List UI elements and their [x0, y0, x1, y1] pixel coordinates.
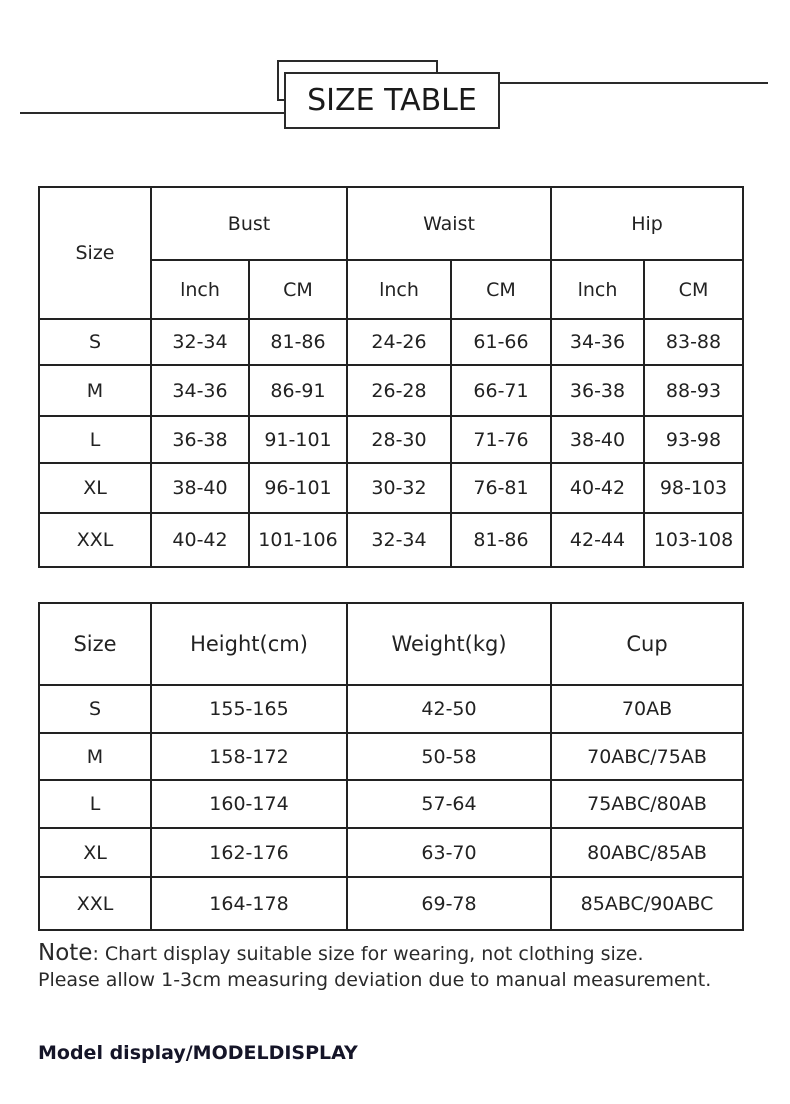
table-header-row	[39, 187, 743, 260]
table-cell: 162-176	[151, 828, 347, 877]
table-cell: 30-32	[347, 463, 451, 513]
size-cell: XL	[39, 828, 151, 877]
table-row	[39, 513, 743, 567]
unit-header: lnch	[151, 260, 249, 319]
table-row	[39, 780, 743, 828]
table-cell: 83-88	[644, 319, 743, 365]
size-cell: M	[39, 733, 151, 780]
table-cell: 70AB	[551, 685, 743, 733]
title-rule-left	[20, 112, 315, 114]
table-cell: 24-26	[347, 319, 451, 365]
weight-header: Weight(kg)	[347, 603, 551, 685]
table-cell: 32-34	[347, 513, 451, 567]
unit-header: CM	[644, 260, 743, 319]
table-cell: 96-101	[249, 463, 347, 513]
table-cell: 80ABC/85AB	[551, 828, 743, 877]
table-cell: 38-40	[151, 463, 249, 513]
table-cell: 26-28	[347, 365, 451, 416]
table-cell: 34-36	[151, 365, 249, 416]
bust-header: Bust	[151, 187, 347, 260]
table-row	[39, 365, 743, 416]
size-cell: S	[39, 685, 151, 733]
fit-table	[38, 602, 744, 931]
table-cell: 103-108	[644, 513, 743, 567]
table-cell: 101-106	[249, 513, 347, 567]
unit-header: lnch	[551, 260, 644, 319]
table-cell: 91-101	[249, 416, 347, 463]
table-cell: 71-76	[451, 416, 551, 463]
size-column-header: Size	[39, 187, 151, 319]
table-cell: 42-44	[551, 513, 644, 567]
table-cell: 66-71	[451, 365, 551, 416]
table-cell: 32-34	[151, 319, 249, 365]
table-cell: 88-93	[644, 365, 743, 416]
note-line-2: Please allow 1-3cm measuring deviation due to manual measurement.	[38, 969, 712, 991]
cup-header: Cup	[551, 603, 743, 685]
table-cell: 76-81	[451, 463, 551, 513]
table-cell: 61-66	[451, 319, 551, 365]
table-cell: 50-58	[347, 733, 551, 780]
table-cell: 85ABC/90ABC	[551, 877, 743, 930]
unit-header: CM	[249, 260, 347, 319]
table-cell: 70ABC/75AB	[551, 733, 743, 780]
table-cell: 42-50	[347, 685, 551, 733]
table-cell: 158-172	[151, 733, 347, 780]
table-cell: 81-86	[249, 319, 347, 365]
table-row	[39, 733, 743, 780]
size-column-header: Size	[39, 603, 151, 685]
size-cell: XXL	[39, 877, 151, 930]
size-cell: XXL	[39, 513, 151, 567]
waist-header: Waist	[347, 187, 551, 260]
table-row	[39, 685, 743, 733]
table-cell: 69-78	[347, 877, 551, 930]
table-cell: 34-36	[551, 319, 644, 365]
size-cell: L	[39, 416, 151, 463]
note-text: : Chart display suitable size for wearing, not clothing size.	[92, 943, 644, 965]
unit-header: CM	[451, 260, 551, 319]
title-rule-right	[498, 82, 768, 84]
size-cell: M	[39, 365, 151, 416]
size-cell: XL	[39, 463, 151, 513]
table-row	[39, 828, 743, 877]
hip-header: Hip	[551, 187, 743, 260]
table-row	[39, 463, 743, 513]
table-cell: 38-40	[551, 416, 644, 463]
table-cell: 75ABC/80AB	[551, 780, 743, 828]
unit-header: lnch	[347, 260, 451, 319]
model-display-heading: Model display/MODELDISPLAY	[38, 1042, 358, 1064]
note-block	[38, 940, 758, 993]
table-cell: 63-70	[347, 828, 551, 877]
table-row	[39, 416, 743, 463]
table-cell: 57-64	[347, 780, 551, 828]
table-cell: 28-30	[347, 416, 451, 463]
size-cell: S	[39, 319, 151, 365]
table-cell: 86-91	[249, 365, 347, 416]
table-header-row	[39, 603, 743, 685]
table-cell: 36-38	[551, 365, 644, 416]
table-cell: 36-38	[151, 416, 249, 463]
table-cell: 164-178	[151, 877, 347, 930]
table-cell: 93-98	[644, 416, 743, 463]
table-cell: 155-165	[151, 685, 347, 733]
height-header: Height(cm)	[151, 603, 347, 685]
size-cell: L	[39, 780, 151, 828]
table-cell: 40-42	[151, 513, 249, 567]
table-cell: 160-174	[151, 780, 347, 828]
table-cell: 81-86	[451, 513, 551, 567]
note-line-1	[38, 940, 758, 967]
page-title: SIZE TABLE	[284, 72, 500, 129]
table-cell: 40-42	[551, 463, 644, 513]
note-label: Note	[38, 940, 93, 966]
measurement-table	[38, 186, 744, 568]
table-row	[39, 319, 743, 365]
table-row	[39, 877, 743, 930]
table-cell: 98-103	[644, 463, 743, 513]
